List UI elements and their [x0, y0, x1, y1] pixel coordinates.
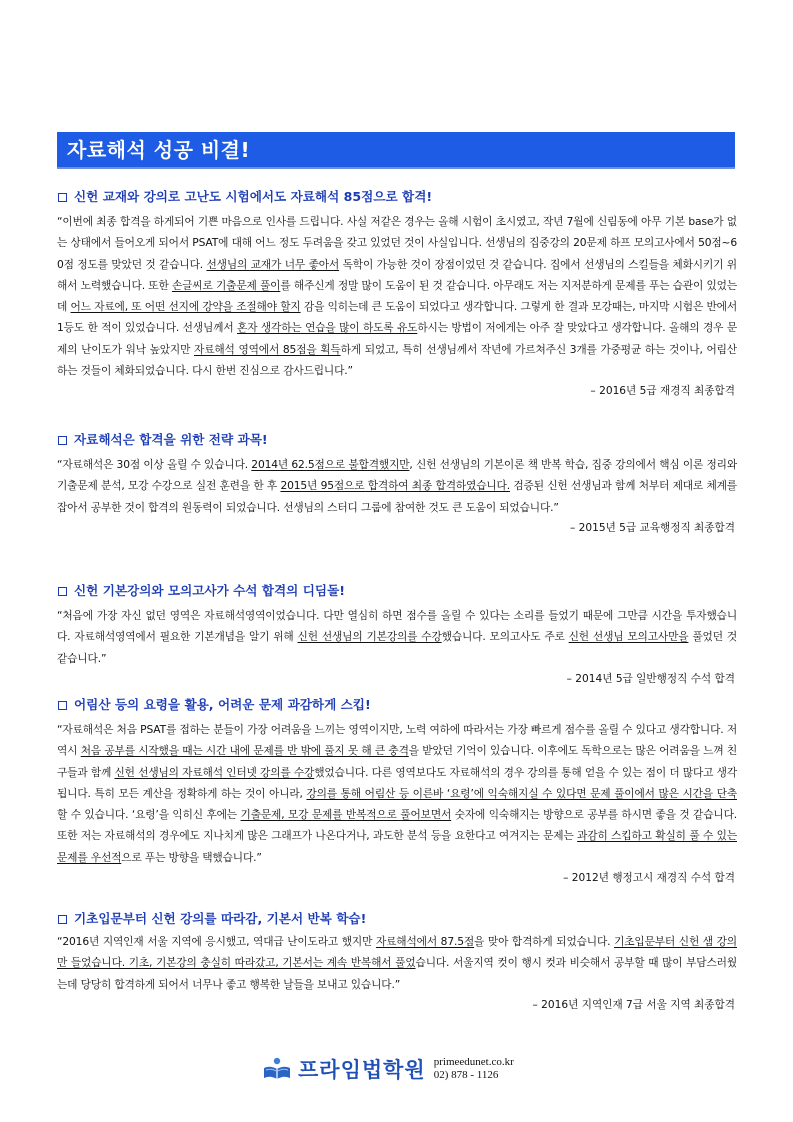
testimonial-body: “이번에 최종 합격을 하게되어 기쁜 마음으로 인사를 드립니다. 사실 저같은 경우는 올해 시험이 초시였고, 작년 7월에 신림동에 아무 기본 base가 없는 상태에서 들어오게 되어서 PSAT에 대해 어느 정도 두려움을 갖고 있었던 것이 사실입니다. 선생님의 집중강의 20문제 하프 모의고사에서 50점~60점 정도를 맞았던 것 같습니다. 선생님의 교재가 너무 좋아서 독학이 가능한 것이 장점이었던 것 같습니다. 집에서 선생님의 스킬들을 체화시키기 위해서 노력했습니다. 또한 손글씨로 기출문제 풀이를 해주신게 정말 많이 도움이 된 것 같습니다. 아무래도 저는 지저분하게 문제를 푸는 습관이 있었는데 어느 자료에, 또 어떤 선지에 강약을 조절해야 할지 감을 익히는데 큰 도움이 되었다고 생각합니다. 그렇게 한 결과 모강때는, 마지막 시험은 반에서 1등도 한 적이 있었습니다. 선생님께서 혼자 생각하는 연습을 많이 하도록 유도하시는 방법이 저에게는 아주 잘 맞았다고 생각합니다. 올해의 경우 문제의 난이도가 워낙 높았지만 자료해석 영역에서 85점을 획득하게 되었고, 특히 선생님께서 작년에 가르쳐주신 3개를 가중평균 하는 것이나, 어림산 하는 것들이 체화되었습니다. 다시 한번 진심으로 감사드립니다.”: [57, 215, 738, 378]
checkbox-square-icon: [58, 701, 67, 710]
footer: [262, 1054, 514, 1084]
checkbox-square-icon: [58, 193, 67, 202]
testimonial-3: [57, 582, 737, 689]
checkbox-square-icon: [58, 436, 67, 445]
testimonial-heading: 자료해석은 합격을 위한 전략 과목!: [57, 431, 737, 449]
testimonial-heading: 기초입문부터 신헌 강의를 따라감, 기본서 반복 학습!: [57, 910, 737, 928]
testimonial-signature: – 2012년 행정고시 재경직 수석 합격: [563, 872, 735, 885]
testimonial-5: [57, 910, 737, 1015]
page-title: 자료해석 성공 비결!: [67, 138, 251, 162]
testimonial-heading: 어림산 등의 요령을 활용, 어려운 문제 과감하게 스킵!: [57, 696, 737, 714]
testimonial-signature: – 2015년 5급 교육행정직 최종합격: [569, 521, 735, 534]
testimonial-signature: – 2014년 5급 일반행정직 수석 합격: [566, 672, 735, 685]
testimonial-heading: 신헌 교재와 강의로 고난도 시험에서도 자료해석 85점으로 합격!: [57, 188, 737, 206]
testimonial-1: [57, 188, 737, 401]
testimonial-signature: – 2016년 5급 재경직 최종합격: [590, 385, 735, 398]
testimonial-body: “2016년 지역인재 서울 지역에 응시했고, 역대급 난이도라고 했지만 자료해석에서 87.5점을 맞아 합격하게 되었습니다. 기초입문부터 신헌 샘 강의만 들었습니다. 기초, 기본강의 충실히 따라갔고, 기본서는 계속 반복해서 풀었습니다. 서울지역 컷이 행시 컷과 비슷해서 공부할 때 많이 부담스러웠는데 당당히 합격하게 되어서 너무나 좋고 행복한 날들을 보내고 있습니다.”: [57, 935, 737, 991]
testimonial-4: [57, 696, 737, 888]
testimonial-signature: – 2016년 지역인재 7급 서울 지역 최종합격: [532, 998, 735, 1011]
contact-info: [434, 1056, 514, 1082]
brand-name: 프라임법학원: [298, 1059, 426, 1082]
testimonial-body: “자료해석은 처음 PSAT를 접하는 분들이 가장 어려움을 느끼는 영역이지만, 노력 여하에 따라서는 가장 빠르게 점수를 올릴 수 있다고 생각합니다. 저 역시 처음 공부를 시작했을 때는 시간 내에 문제를 반 밖에 풀지 못 해 큰 충격을 받았던 기억이 있습니다. 이후에도 독학으로는 많은 어려움을 느껴 친구들과 함께 신헌 선생님의 자료해석 인터넷 강의를 수강했었습니다. 다른 영역보다도 자료해석의 경우 강의를 통해 얻을 수 있는 점이 더 많다고 생각됩니다. 특히 모든 계산을 정확하게 하는 것이 아니라, 강의를 통해 어림산 등 이른바 ‘요령’에 익숙해지실 수 있다면 문제 풀이에서 많은 시간을 단축할 수 있습니다. ‘요령’을 익히신 후에는 기출문제, 모강 문제를 반복적으로 풀어보면서 숫자에 익숙해지는 방향으로 공부를 하시면 좋을 것 같습니다. 또한 저는 자료해석의 경우에도 지나치게 많은 그래프가 나온다거나, 과도한 분석 등을 요한다고 여겨지는 문제는 과감히 스킵하고 확실히 풀 수 있는 문제를 우선적으로 푸는 방향을 택했습니다.”: [57, 723, 737, 864]
page-title-banner: [57, 132, 735, 169]
testimonial-2: [57, 431, 737, 538]
testimonial-heading: 신헌 기본강의와 모의고사가 수석 합격의 디딤돌!: [57, 582, 737, 600]
phone-text: 02) 878 - 1126: [433, 1069, 499, 1081]
website-text: primeedunet.co.kr: [433, 1056, 514, 1068]
testimonial-body: “처음에 가장 자신 없던 영역은 자료해석영역이었습니다. 다만 열심히 하면 점수를 올릴 수 있다는 소리를 들었기 때문에 그만큼 시간을 투자했습니다. 자료해석영역에서 필요한 기본개념을 알기 위해 신헌 선생님의 기본강의를 수강했습니다. 모의고사도 주로 신헌 선생님 모의고사만을 풀었던 것 같습니다.”: [57, 609, 737, 665]
checkbox-square-icon: [58, 915, 67, 924]
testimonial-body: “자료해석은 30점 이상 올릴 수 있습니다. 2014년 62.5점으로 불합격했지만, 신헌 선생님의 기본이론 책 반복 학습, 집중 강의에서 핵심 이론 정리와 기출문제 분석, 모강 수강으로 실전 훈련을 한 후 2015년 95점으로 합격하여 최종 합격하였습니다. 검증된 신헌 선생님과 함께 처부터 제대로 체계를 잡아서 공부한 것이 합격의 원동력이 되었습니다. 선생님의 스터디 그룹에 참여한 것도 큰 도움이 되었습니다.”: [57, 458, 737, 514]
book-icon: [262, 1056, 292, 1082]
checkbox-square-icon: [58, 587, 67, 596]
